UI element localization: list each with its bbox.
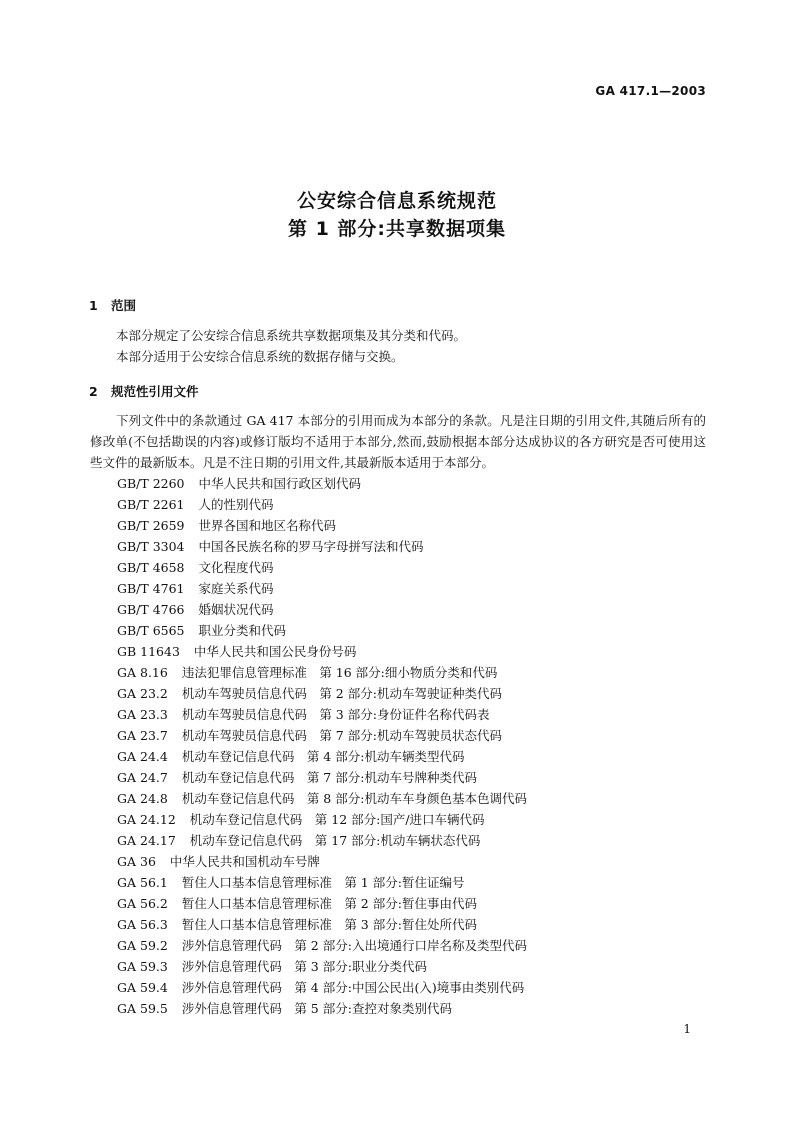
reference-item [117, 956, 527, 977]
reference-code: GB/T 6565 [117, 623, 185, 638]
reference-title: 婚姻状况代码 [198, 602, 274, 617]
reference-code: GA 23.2 [117, 686, 168, 701]
reference-item [117, 704, 527, 725]
reference-item [117, 872, 527, 893]
reference-title: 中国各民族名称的罗马字母拼写法和代码 [198, 539, 424, 554]
reference-title: 机动车驾驶员信息代码 第 3 部分:身份证件名称代码表 [181, 707, 490, 722]
reference-title: 文化程度代码 [198, 560, 274, 575]
reference-title: 涉外信息管理代码 第 4 部分:中国公民出(入)境事由类别代码 [181, 980, 525, 995]
reference-list [117, 473, 527, 1019]
reference-title: 人的性别代码 [198, 497, 274, 512]
reference-code: GA 59.5 [117, 1001, 168, 1016]
reference-title: 涉外信息管理代码 第 2 部分:入出境通行口岸名称及类型代码 [181, 938, 527, 953]
reference-item [117, 914, 527, 935]
reference-title: 机动车登记信息代码 第 12 部分:国产/进口车辆代码 [189, 812, 485, 827]
reference-code: GA 59.4 [117, 980, 168, 995]
reference-code: GB/T 2260 [117, 476, 185, 491]
reference-code: GB/T 2659 [117, 518, 185, 533]
reference-item [117, 536, 527, 557]
reference-item [117, 851, 527, 872]
reference-title: 世界各国和地区名称代码 [198, 518, 337, 533]
reference-code: GA 36 [117, 854, 156, 869]
reference-title: 涉外信息管理代码 第 5 部分:查控对象类别代码 [181, 1001, 452, 1016]
reference-title: 机动车登记信息代码 第 7 部分:机动车号牌种类代码 [181, 770, 477, 785]
reference-code: GA 56.3 [117, 917, 168, 932]
reference-code: GB/T 4658 [117, 560, 185, 575]
reference-item [117, 662, 527, 683]
section-title: 范围 [111, 298, 137, 313]
reference-code: GA 23.3 [117, 707, 168, 722]
reference-item [117, 599, 527, 620]
section-number: 2 [89, 384, 98, 399]
reference-item [117, 578, 527, 599]
reference-item [117, 620, 527, 641]
reference-item [117, 767, 527, 788]
section-1-heading [89, 296, 136, 314]
reference-item [117, 830, 527, 851]
page-number: 1 [683, 1022, 691, 1036]
reference-title: 涉外信息管理代码 第 3 部分:职业分类代码 [181, 959, 427, 974]
reference-code: GA 56.1 [117, 875, 168, 890]
reference-title: 违法犯罪信息管理标准 第 16 部分:细小物质分类和代码 [181, 665, 498, 680]
reference-title: 中华人民共和国机动车号牌 [169, 854, 320, 869]
reference-title: 暂住人口基本信息管理标准 第 2 部分:暂住事由代码 [181, 896, 477, 911]
reference-title: 暂住人口基本信息管理标准 第 1 部分:暂住证编号 [181, 875, 465, 890]
document-title: 公安综合信息系统规范 [296, 190, 497, 212]
reference-item [117, 473, 527, 494]
reference-item [117, 746, 527, 767]
section-2-intro: 下列文件中的条款通过 GA 417 本部分的引用而成为本部分的条款。凡是注日期的引用文件,其随后所有的修改单(不包括勘误的内容)或修订版均不适用于本部分,然而,鼓励根据本部分达成协议的各方研究是否可使用这些文件的最新版本。凡是不注日期的引用文件,其最新版本适用于本部分。 [90, 413, 706, 470]
reference-code: GA 24.7 [117, 770, 168, 785]
reference-title: 中华人民共和国公民身份号码 [193, 644, 357, 659]
reference-item [117, 809, 527, 830]
reference-title: 机动车登记信息代码 第 8 部分:机动车车身颜色基本色调代码 [181, 791, 527, 806]
section-1-paragraph: 本部分适用于公安综合信息系统的数据存储与交换。 [116, 349, 404, 364]
section-2-heading [89, 382, 199, 400]
reference-item [117, 515, 527, 536]
reference-code: GB/T 4761 [117, 581, 185, 596]
reference-item [117, 935, 527, 956]
reference-title: 机动车驾驶员信息代码 第 2 部分:机动车驾驶证种类代码 [181, 686, 502, 701]
reference-code: GA 24.12 [117, 812, 176, 827]
reference-code: GA 56.2 [117, 896, 168, 911]
reference-title: 机动车登记信息代码 第 17 部分:机动车辆状态代码 [189, 833, 481, 848]
reference-item [117, 998, 527, 1019]
reference-code: GB/T 2261 [117, 497, 185, 512]
reference-code: GA 24.4 [117, 749, 168, 764]
document-code: GA 417.1—2003 [595, 84, 706, 98]
reference-code: GA 23.7 [117, 728, 168, 743]
reference-title: 机动车登记信息代码 第 4 部分:机动车辆类型代码 [181, 749, 465, 764]
reference-item [117, 977, 527, 998]
reference-item [117, 725, 527, 746]
reference-title: 职业分类和代码 [198, 623, 287, 638]
reference-item [117, 494, 527, 515]
reference-title: 中华人民共和国行政区划代码 [198, 476, 362, 491]
document-subtitle: 第 1 部分:共享数据项集 [287, 218, 507, 240]
reference-code: GA 24.8 [117, 791, 168, 806]
reference-code: GA 8.16 [117, 665, 168, 680]
reference-code: GA 59.2 [117, 938, 168, 953]
section-number: 1 [89, 298, 98, 313]
reference-item [117, 641, 527, 662]
section-1-paragraph: 本部分规定了公安综合信息系统共享数据项集及其分类和代码。 [116, 328, 467, 343]
reference-code: GA 24.17 [117, 833, 176, 848]
reference-item [117, 893, 527, 914]
reference-code: GB/T 3304 [117, 539, 185, 554]
reference-item [117, 683, 527, 704]
reference-code: GA 59.3 [117, 959, 168, 974]
reference-title: 家庭关系代码 [198, 581, 274, 596]
reference-title: 暂住人口基本信息管理标准 第 3 部分:暂住处所代码 [181, 917, 477, 932]
reference-item [117, 557, 527, 578]
reference-code: GB 11643 [117, 644, 180, 659]
section-title: 规范性引用文件 [111, 384, 199, 399]
reference-title: 机动车驾驶员信息代码 第 7 部分:机动车驾驶员状态代码 [181, 728, 502, 743]
reference-item [117, 788, 527, 809]
reference-code: GB/T 4766 [117, 602, 185, 617]
